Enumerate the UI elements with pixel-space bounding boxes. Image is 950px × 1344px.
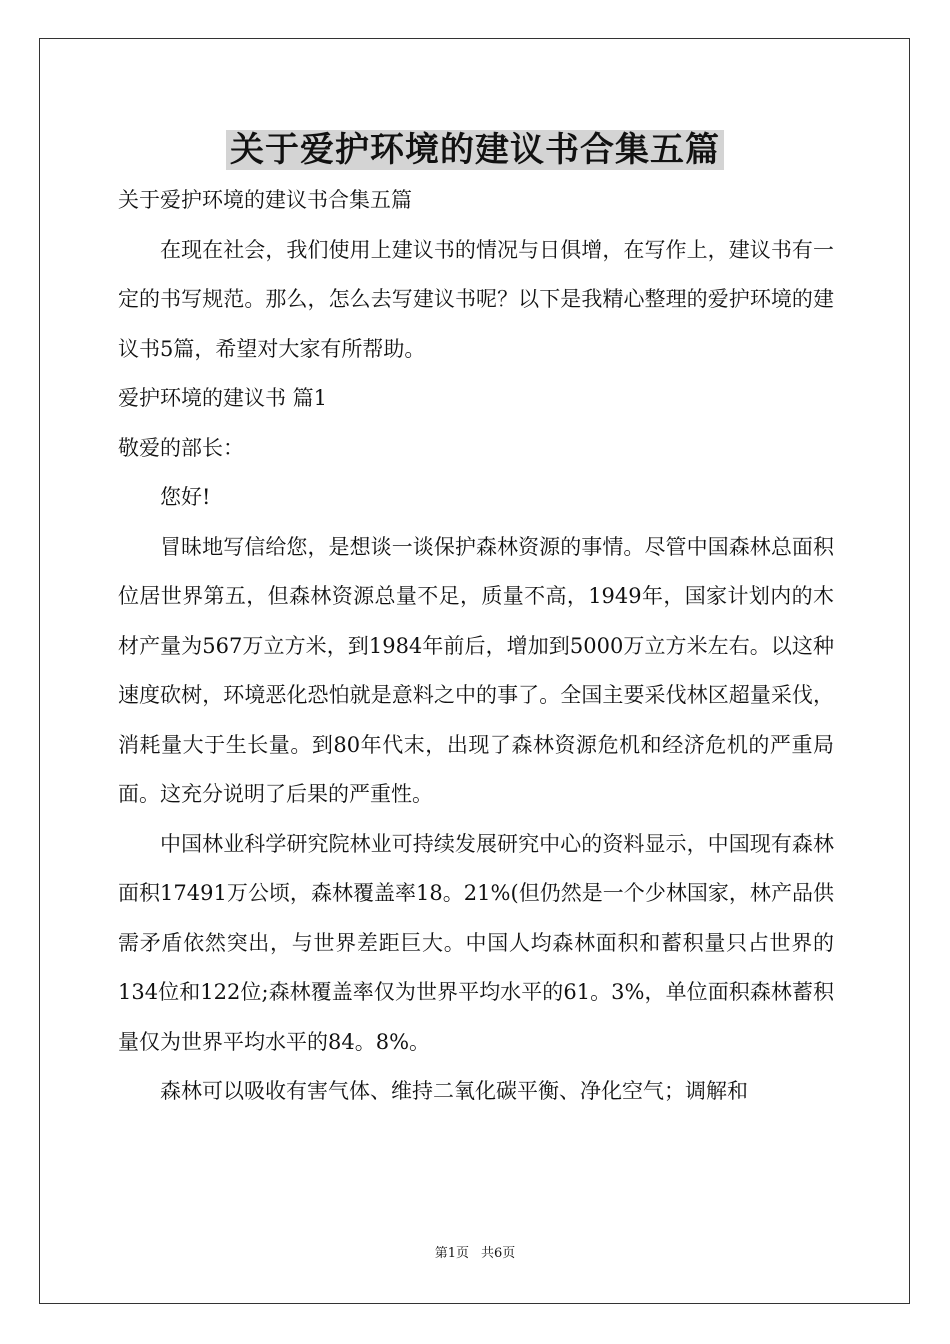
paragraph-3: 爱护环境的建议书 篇1: [118, 386, 328, 410]
document-title-text: 关于爱护环境的建议书合集五篇: [226, 130, 724, 170]
page-number-total: 共6页: [481, 1246, 516, 1261]
document-body: [118, 176, 834, 1117]
paragraph-2: 在现在社会，我们使用上建议书的情况与日俱增，在写作上，建议书有一定的书写规范。那么，怎么去写建议书呢？以下是我精心整理的爱护环境的建议书5篇，希望对大家有所帮助。: [118, 237, 834, 361]
paragraph-8: 森林可以吸收有害气体、维持二氧化碳平衡、净化空气；调解和: [160, 1079, 748, 1103]
paragraph-5: 您好!: [160, 485, 211, 509]
document-title: [0, 126, 950, 174]
page-footer: [0, 1244, 950, 1264]
paragraph-1: 关于爱护环境的建议书合集五篇: [118, 188, 412, 212]
paragraph-4: 敬爱的部长：: [118, 435, 244, 460]
paragraph-7: 中国林业科学研究院林业可持续发展研究中心的资料显示，中国现有森林面积17491万公顷，森林覆盖率18。21%(但仍然是一个少林国家，林产品供需矛盾依然突出，与世界差距巨大。中国人均森林面积和蓄积量只占世界的134位和122位;森林覆盖率仅为世界平均水平的61。3%，单位面积森林蓄积量仅为世界平均水平的84。8%。: [118, 831, 834, 1054]
page-number-current: 第1页: [434, 1246, 469, 1261]
paragraph-6: 冒昧地写信给您，是想谈一谈保护森林资源的事情。尽管中国森林总面积位居世界第五，但森林资源总量不足，质量不高，1949年，国家计划内的木材产量为567万立方米，到1984年前后，增加到5000万立方米左右。以这种速度砍树，环境恶化恐怕就是意料之中的事了。全国主要采伐林区超量采伐，消耗量大于生长量。到80年代末，出现了森林资源危机和经济危机的严重局面。这充分说明了后果的严重性。: [118, 534, 834, 806]
